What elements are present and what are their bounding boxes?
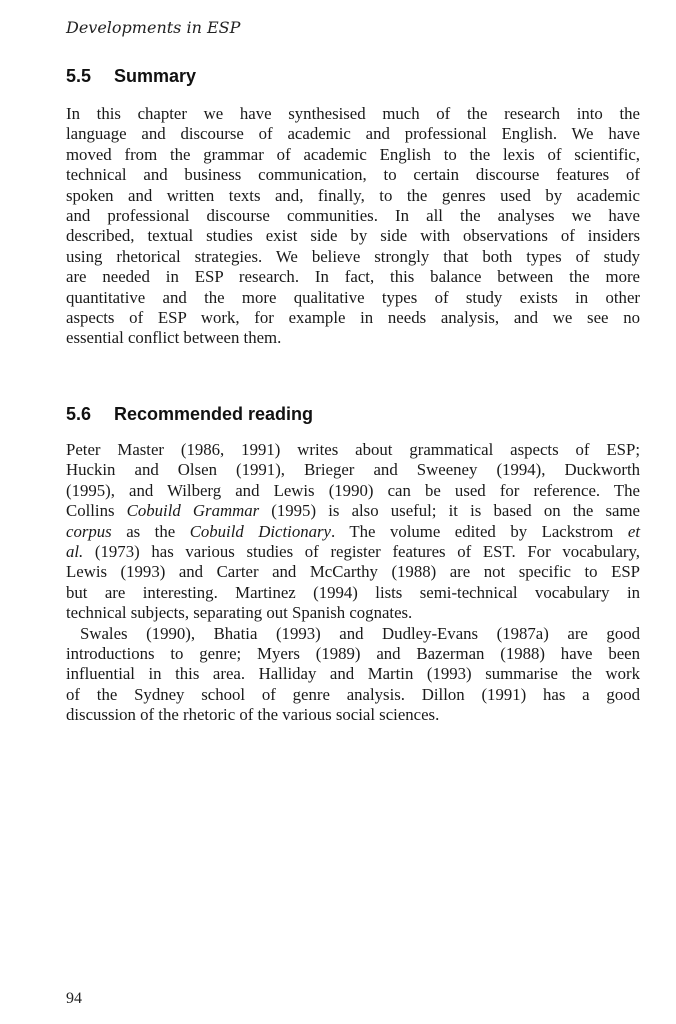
text-line <box>66 603 640 623</box>
text-line <box>66 685 640 705</box>
text-line: quantitative and the more qualitative types of study exists in other <box>66 287 640 307</box>
text-run: Collins <box>66 501 127 521</box>
text-line <box>66 522 640 542</box>
text-line: spoken and written texts and, finally, to the genres used by academic <box>66 185 640 205</box>
text-line: language and discourse of academic and professional English. We have <box>66 124 640 144</box>
text-line <box>66 644 640 664</box>
text-run: (1995) is also useful; it is based on the same <box>259 501 640 521</box>
italic-text: Cobuild Dictionary <box>189 521 331 541</box>
text-run: technical subjects, separating out Spanish cognates. <box>66 603 413 623</box>
text-line <box>66 460 640 480</box>
section-heading-recommended-reading <box>66 404 313 425</box>
section-heading-summary <box>66 66 196 87</box>
running-head: Developments in ESP <box>66 18 241 37</box>
summary-paragraph <box>66 104 640 349</box>
text-line: aspects of ESP work, for example in needs analysis, and we see no <box>66 308 640 328</box>
text-run: but are interesting. Martinez (1994) lists semi-technical vocabulary in <box>66 582 640 602</box>
text-run: as the <box>111 521 190 541</box>
page-number: 94 <box>66 990 82 1007</box>
section-number: 5.6 <box>66 404 92 424</box>
text-line <box>66 481 640 501</box>
text-run: introductions to genre; Myers (1989) and Bazerman (1988) have been <box>66 644 640 664</box>
text-run: Swales (1990), Bhatia (1993) and Dudley-Evans (1987a) are good <box>80 623 640 643</box>
text-line: moved from the grammar of academic English to the lexis of scientific, <box>66 144 640 164</box>
section-title: Summary <box>114 66 197 86</box>
recommended-reading-text <box>66 440 640 726</box>
text-run: Lewis (1993) and Carter and McCarthy (1988) are not specific to ESP <box>66 562 640 582</box>
text-line <box>66 542 640 562</box>
italic-text: et <box>627 521 640 541</box>
text-run: of the Sydney school of genre analysis. Dillon (1991) has a good <box>66 684 640 704</box>
text-line <box>66 562 640 582</box>
text-run: (1995), and Wilberg and Lewis (1990) can be used for reference. The <box>66 480 640 500</box>
text-line <box>66 664 640 684</box>
text-run: Peter Master (1986, 1991) writes about grammatical aspects of ESP; <box>66 440 640 459</box>
text-line: technical and business communication, to certain discourse features of <box>66 165 640 185</box>
text-line: essential conflict between them. <box>66 328 282 348</box>
text-line <box>66 440 640 460</box>
text-line: described, textual studies exist side by side with observations of insiders <box>66 226 640 246</box>
text-line <box>66 501 640 521</box>
text-line: and professional discourse communities. In all the analyses we have <box>66 206 640 226</box>
text-run: (1973) has various studies of register features of EST. For vocabulary, <box>83 542 640 562</box>
text-run: Huckin and Olsen (1991), Brieger and Sweeney (1994), Duckworth <box>66 460 640 480</box>
italic-text: al. <box>66 542 84 562</box>
italic-text: corpus <box>66 521 112 541</box>
text-run: . The volume edited by Lackstrom <box>330 521 628 541</box>
italic-text: Cobuild Grammar <box>126 501 260 521</box>
text-line <box>66 705 640 725</box>
text-line: In this chapter we have synthesised much of the research into the <box>66 104 640 123</box>
text-line <box>66 624 640 644</box>
section-title: Recommended reading <box>114 404 314 424</box>
section-number: 5.5 <box>66 66 92 86</box>
text-line <box>66 583 640 603</box>
text-line: are needed in ESP research. In fact, this balance between the more <box>66 267 640 287</box>
text-line: using rhetorical strategies. We believe strongly that both types of study <box>66 246 640 266</box>
text-run: influential in this area. Halliday and Martin (1993) summarise the work <box>66 664 640 684</box>
text-run: discussion of the rhetoric of the various social sciences. <box>66 705 440 725</box>
